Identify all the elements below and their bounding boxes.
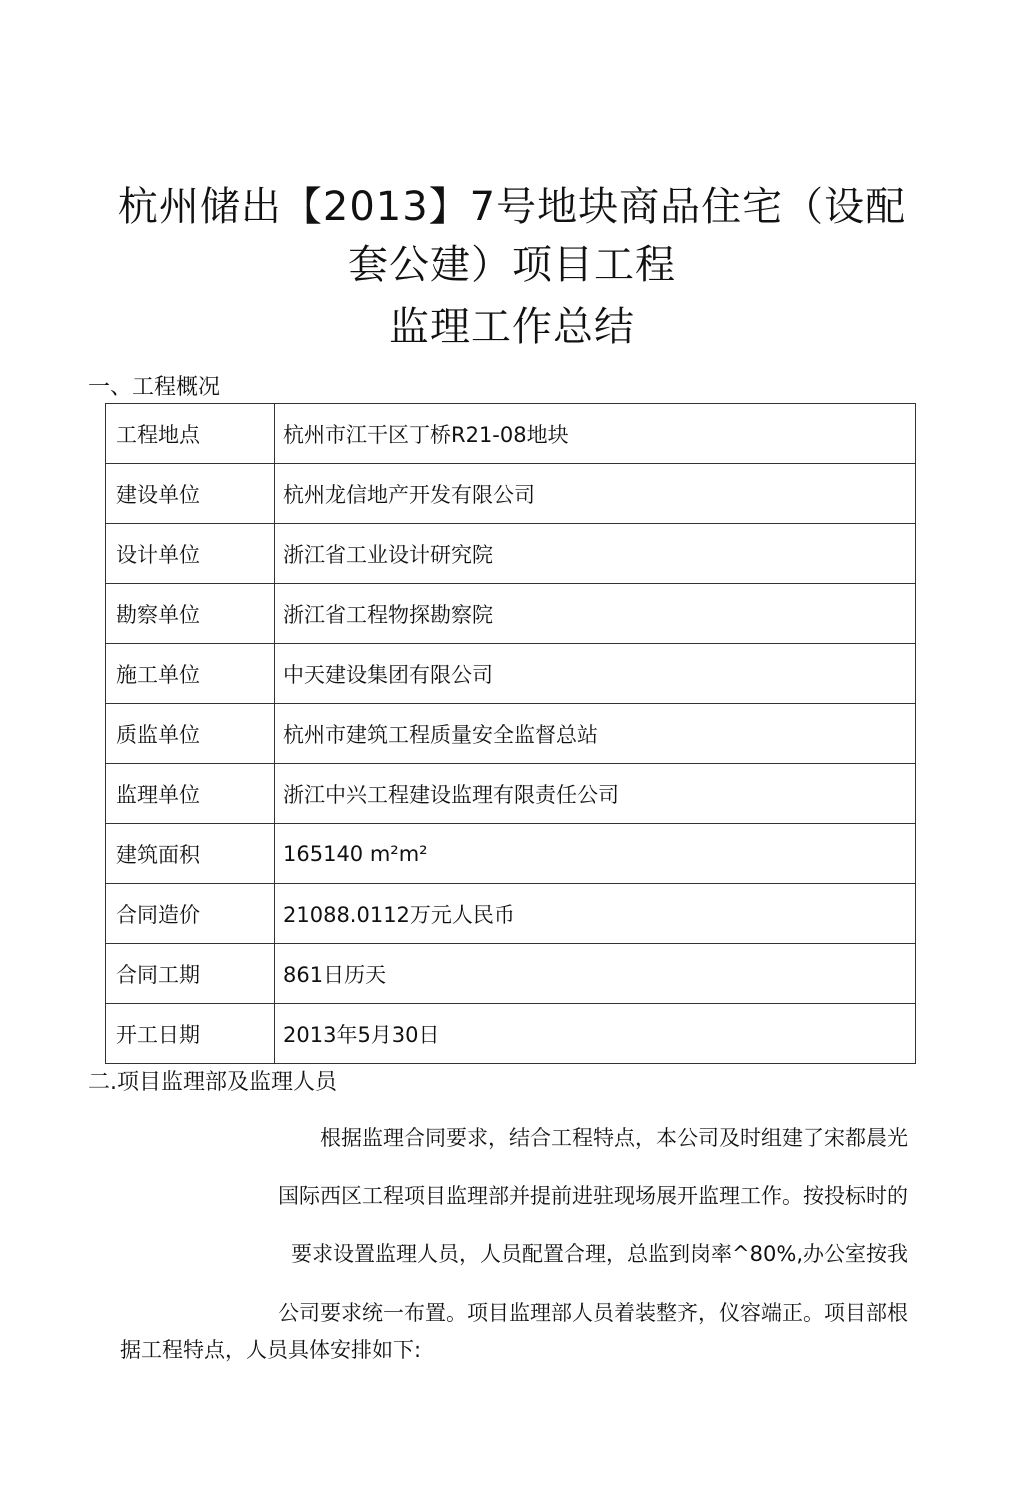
paragraph-line: 公司要求统一布置。项目监理部人员着装整齐，仪容端正。项目部根 — [278, 1301, 908, 1325]
project-overview-table — [105, 403, 916, 1064]
table-row — [106, 764, 916, 824]
row-label: 建设单位 — [106, 464, 275, 524]
row-value: 浙江省工程物探勘察院 — [275, 584, 916, 644]
row-label: 工程地点 — [106, 404, 275, 464]
paragraph-line: 要求设置监理人员，人员配置合理，总监到岗率^80%,办公室按我 — [291, 1242, 908, 1266]
table-row — [106, 884, 916, 944]
table-row — [106, 644, 916, 704]
table-row — [106, 824, 916, 884]
row-value: 2013年5月30日 — [275, 1004, 916, 1064]
row-value: 浙江中兴工程建设监理有限责任公司 — [275, 764, 916, 824]
section-heading-supervision-staff: 二.项目监理部及监理人员 — [88, 1070, 337, 1095]
document-title-line-2: 套公建）项目工程 — [348, 242, 676, 288]
document-title-line-3: 监理工作总结 — [389, 304, 635, 350]
table-row — [106, 1004, 916, 1064]
paragraph-line: 根据监理合同要求，结合工程特点，本公司及时组建了宋都晨光 — [320, 1126, 908, 1150]
document-title-line-1: 杭州储出【2013】7号地块商品住宅（设配 — [117, 184, 907, 230]
row-value: 浙江省工业设计研究院 — [275, 524, 916, 584]
row-label: 施工单位 — [106, 644, 275, 704]
table-row — [106, 584, 916, 644]
row-value: 165140 m²m² — [275, 824, 916, 884]
table-row — [106, 704, 916, 764]
row-value: 861日历天 — [275, 944, 916, 1004]
row-label: 建筑面积 — [106, 824, 275, 884]
paragraph-line: 据工程特点，人员具体安排如下: — [120, 1338, 422, 1362]
section-heading-overview: 一、工程概况 — [88, 375, 221, 400]
row-value: 杭州市建筑工程质量安全监督总站 — [275, 704, 916, 764]
row-label: 合同造价 — [106, 884, 275, 944]
row-value: 杭州市江干区丁桥R21-08地块 — [275, 404, 916, 464]
row-label: 合同工期 — [106, 944, 275, 1004]
row-label: 监理单位 — [106, 764, 275, 824]
row-value: 21088.0112万元人民币 — [275, 884, 916, 944]
row-label: 质监单位 — [106, 704, 275, 764]
row-label: 勘察单位 — [106, 584, 275, 644]
row-value: 杭州龙信地产开发有限公司 — [275, 464, 916, 524]
row-label: 设计单位 — [106, 524, 275, 584]
row-label: 开工日期 — [106, 1004, 275, 1064]
table-row — [106, 464, 916, 524]
table-row — [106, 404, 916, 464]
table-row — [106, 944, 916, 1004]
row-value: 中天建设集团有限公司 — [275, 644, 916, 704]
table-row — [106, 524, 916, 584]
paragraph-line: 国际西区工程项目监理部并提前进驻现场展开监理工作。按投标时的 — [278, 1184, 908, 1208]
